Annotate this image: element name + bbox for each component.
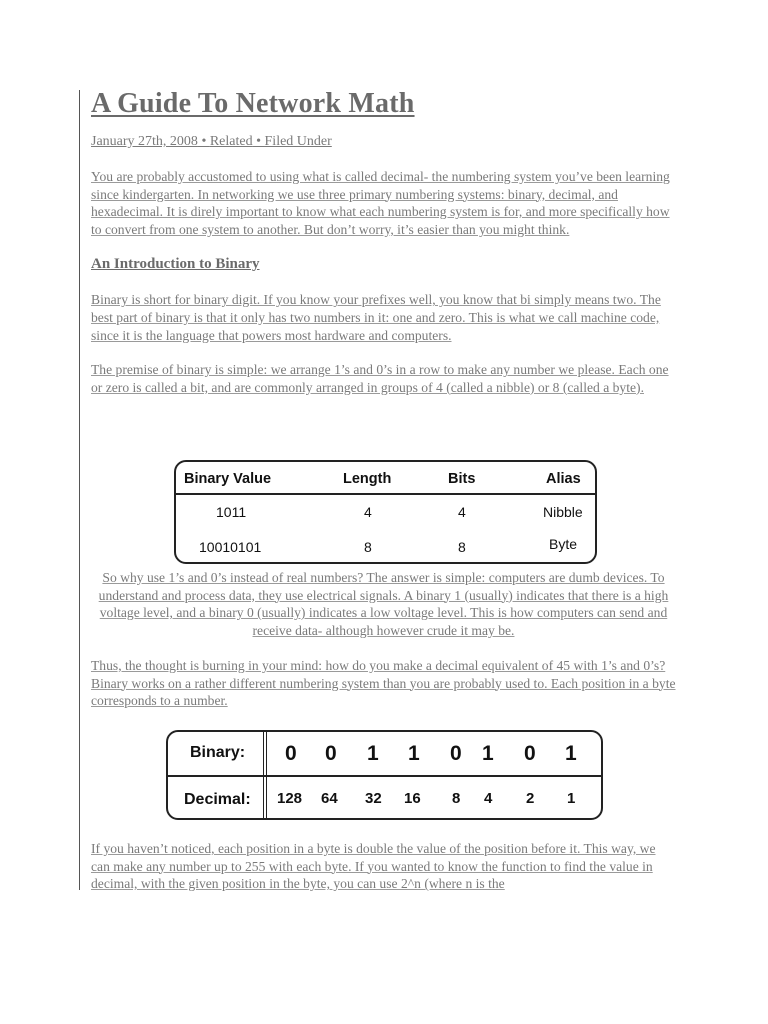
why-binary-paragraph: So why use 1’s and 0’s instead of real numbers? The answer is simple: computers are dumb devices. To understand and process data, they use electrical signals. A binary 1 (usually) indicates that there is a high voltage level, and a binary 0 (usually) indicates a low voltage level. This is how computers can send and receive data- although however crude it may be.	[98, 570, 669, 638]
table-cell: 10010101	[199, 539, 262, 555]
table-header: Binary Value	[184, 471, 272, 487]
table-header: Length	[343, 471, 392, 487]
bit-value: 0	[450, 742, 462, 765]
decimal-value: 32	[365, 790, 382, 807]
decimal-value: 8	[452, 790, 461, 807]
filed-under-link[interactable]: Filed Under	[264, 134, 332, 149]
meta-separator: •	[252, 134, 265, 149]
meta-separator: •	[197, 134, 210, 149]
decimal-value: 16	[404, 790, 421, 807]
section-heading: An Introduction to Binary	[91, 256, 260, 273]
page-title: A Guide To Network Math	[91, 88, 415, 119]
binary-paragraph: Binary is short for binary digit. If you know your prefixes well, you know that bi simply means two. The best part of binary is that it only has two numbers in it: one and zero. This is what we call machine code, since it is the language that powers most hardware and computers.	[91, 292, 661, 343]
table-cell: 4	[458, 504, 466, 520]
related-link[interactable]: Related	[209, 134, 253, 149]
decimal-value: 64	[321, 790, 338, 807]
table-cell: 8	[364, 539, 372, 555]
binary-value-table	[174, 460, 597, 564]
bit-value: 0	[285, 742, 297, 765]
table-header-row	[176, 462, 595, 495]
position-paragraph: If you haven’t noticed, each position in a byte is double the value of the position before it. This way, we can make any number up to 255 with each byte. If you wanted to know the function to find the value in decimal, with the given position in the byte, you can use 2^n (where n is the	[91, 841, 656, 892]
decimal-value: 1	[567, 790, 576, 807]
bit-value: 1	[482, 742, 494, 765]
decimal-row-label: Decimal:	[184, 791, 251, 808]
table-cell: Byte	[549, 536, 578, 552]
table-cell: 8	[458, 539, 466, 555]
post-meta	[91, 134, 676, 150]
byte-position-table	[166, 730, 603, 820]
bit-value: 1	[565, 742, 577, 765]
table-cell: Nibble	[543, 504, 583, 520]
table-header: Bits	[448, 471, 476, 487]
row-divider	[168, 775, 601, 777]
decimal-value: 4	[484, 790, 493, 807]
decimal-value: 128	[277, 790, 303, 807]
bit-value: 0	[325, 742, 337, 765]
bit-value: 1	[408, 742, 420, 765]
decimal-value: 2	[526, 790, 535, 807]
table-cell: 1011	[216, 504, 247, 520]
binary-row-label: Binary:	[190, 744, 246, 761]
table-header: Alias	[546, 471, 581, 487]
left-margin-rule	[79, 90, 80, 890]
column-divider	[263, 732, 267, 818]
bit-value: 0	[524, 742, 536, 765]
bit-value: 1	[367, 742, 379, 765]
post-date: January 27th, 2008	[91, 134, 198, 149]
decimal-equivalent-paragraph: Thus, the thought is burning in your mind: how do you make a decimal equivalent of 45 with 1’s and 0’s? Binary works on a rather different numbering system than you are probably used to. Each position in a byte corresponds to a number.	[91, 658, 676, 709]
intro-paragraph: You are probably accustomed to using what is called decimal- the numbering system you’ve been learning since kindergarten. In networking we use three primary numbering systems: binary, decimal, and hexadecimal. It is direly important to know what each numbering system is for, and more specifically how to convert from one system to another. But don’t worry, it’s easier than you might think.	[91, 169, 670, 237]
premise-paragraph: The premise of binary is simple: we arrange 1’s and 0’s in a row to make any number we please. Each one or zero is called a bit, and are commonly arranged in groups of 4 (called a nibble) or 8 (called a byte).	[91, 362, 669, 395]
table-cell: 4	[364, 504, 372, 520]
